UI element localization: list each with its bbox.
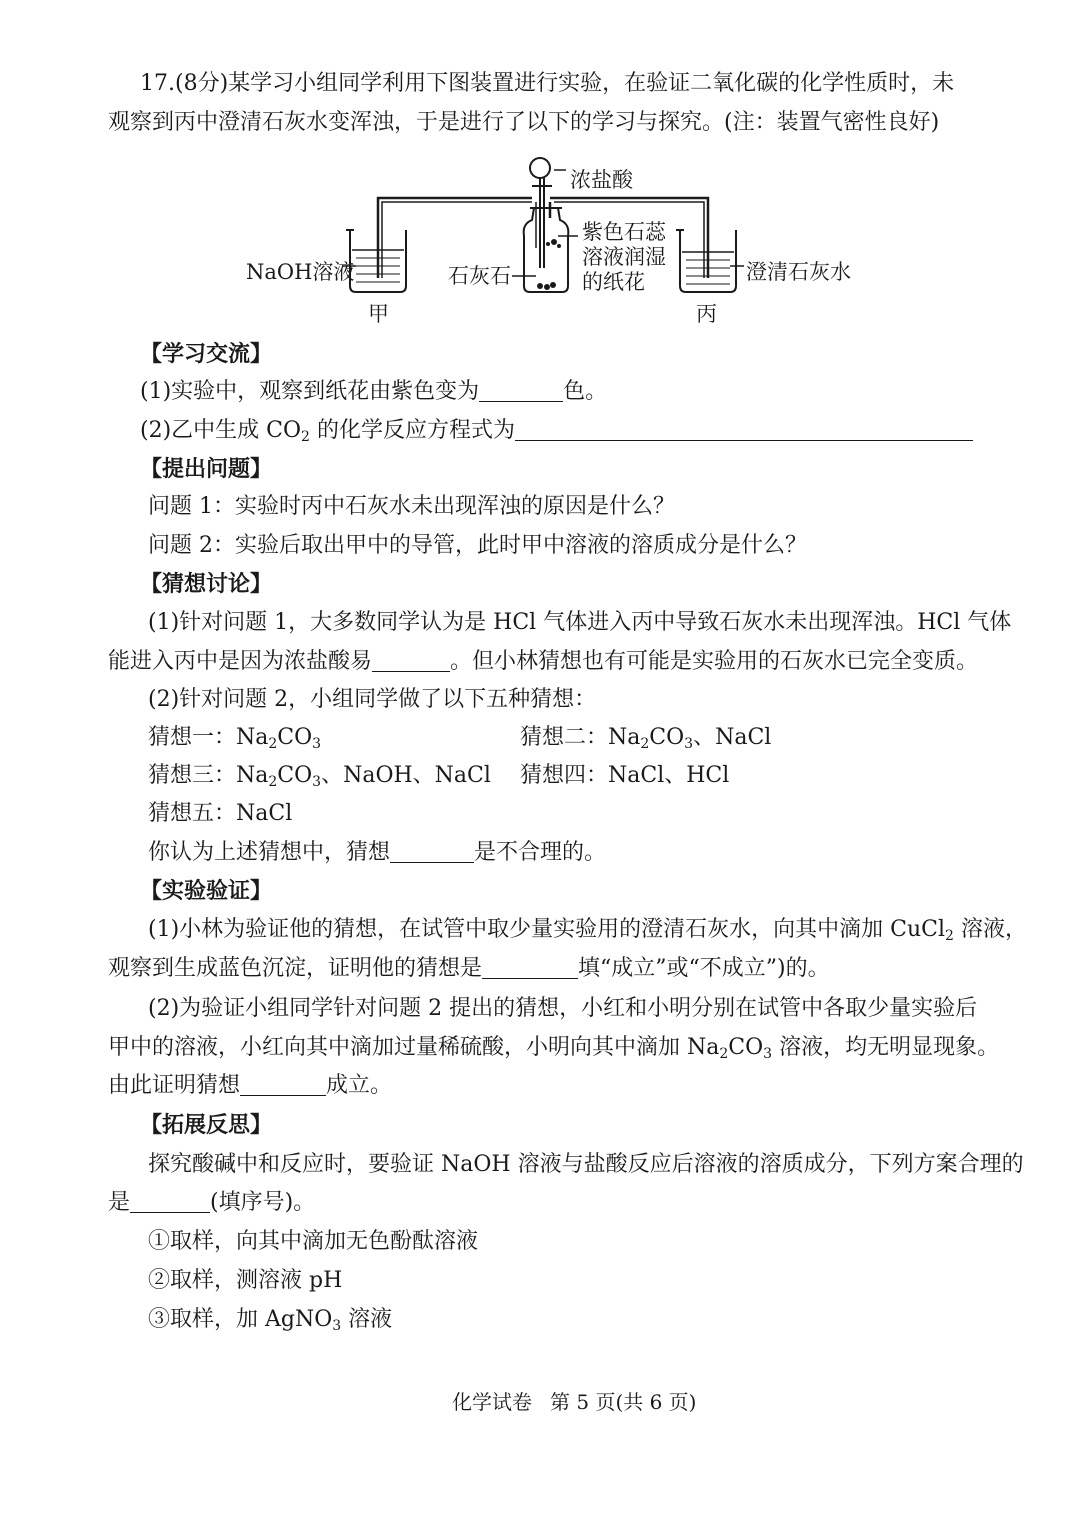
verify-2-line-3 xyxy=(108,1070,392,1102)
reflect-line-2 xyxy=(108,1187,315,1219)
label-beaker-c: 丙 xyxy=(696,302,717,326)
heading-guess: 【猜想讨论】 xyxy=(140,571,273,597)
answer-blank-valid[interactable] xyxy=(482,956,578,979)
problem-1: 问题 1：实验时丙中石灰水未出现浑浊的原因是什么？ xyxy=(148,494,675,519)
answer-blank-option[interactable] xyxy=(130,1190,210,1213)
reflect-line-2-text: 是 xyxy=(108,1190,131,1215)
hypothesis-2 xyxy=(520,722,771,754)
reflect-option-3 xyxy=(148,1304,392,1336)
hypothesis-2-sub: 2 xyxy=(640,736,650,752)
verify-2-sub2: 3 xyxy=(763,1046,773,1062)
label-beaker-a: 甲 xyxy=(368,302,389,326)
study-q2 xyxy=(140,415,973,447)
label-flower-2: 溶液润湿 xyxy=(582,245,666,269)
guess-1-line-1: (1)针对问题 1，大多数同学认为是 HCl 气体进入丙中导致石灰水未出现浑浊。HCl 气体 xyxy=(148,610,1012,635)
reflect-option-3-sub: 3 xyxy=(332,1318,342,1334)
hypothesis-1-sub: 2 xyxy=(268,736,278,752)
hypothesis-4: 猜想四：NaCl、HCl xyxy=(520,763,730,788)
verify-2-line-1: (2)为验证小组同学针对问题 2 提出的猜想，小红和小明分别在试管中各取少量实验后 xyxy=(148,996,978,1021)
label-naoh: NaOH溶液 xyxy=(246,260,355,284)
hypothesis-judge-suffix: 是不合理的。 xyxy=(474,840,607,865)
verify-1-line-2 xyxy=(108,953,830,985)
label-limestone: 石灰石 xyxy=(448,264,511,288)
label-hcl: 浓盐酸 xyxy=(570,168,633,192)
hypothesis-2-co: CO xyxy=(649,725,685,750)
guess-1-line-2 xyxy=(108,646,978,678)
verify-1-line-1 xyxy=(148,914,1027,946)
bottle-b-outline xyxy=(524,208,569,292)
guess-1-line-2-suffix: 。但小林猜想也有可能是实验用的石灰水已完全变质。 xyxy=(450,649,979,674)
answer-blank-property[interactable] xyxy=(372,649,450,672)
limestone-pieces xyxy=(537,282,556,290)
heading-study: 【学习交流】 xyxy=(140,341,273,367)
verify-2-line-2 xyxy=(108,1032,999,1064)
study-q2-suffix: 的化学反应方程式为 xyxy=(309,418,515,443)
verify-1-line-2-text: 观察到生成蓝色沉淀，证明他的猜想是 xyxy=(108,956,483,981)
hypothesis-2-text: 猜想二：Na xyxy=(520,725,641,750)
page-footer xyxy=(452,1388,696,1416)
reflect-line-1: 探究酸碱中和反应时，要验证 NaOH 溶液与盐酸反应后溶液的溶质成分，下列方案合理的 xyxy=(148,1152,1024,1177)
hypothesis-judge xyxy=(148,837,606,869)
answer-blank-hypothesis[interactable] xyxy=(240,1073,326,1096)
hypothesis-2-sub2: 3 xyxy=(684,736,694,752)
hypothesis-3-suffix: 、NaOH、NaCl xyxy=(321,763,491,788)
verify-2-co: CO xyxy=(728,1035,764,1060)
verify-2-sub: 2 xyxy=(719,1046,729,1062)
hypothesis-2-suffix: 、NaCl xyxy=(693,725,772,750)
funnel-bulb xyxy=(530,158,550,178)
question-stem-line-1: 17.(8分)某学习小组同学利用下图装置进行实验，在验证二氧化碳的化学性质时，未 xyxy=(140,71,955,96)
study-q2-text: (2)乙中生成 CO xyxy=(140,418,302,443)
reflect-line-2-suffix: (填序号)。 xyxy=(210,1190,316,1215)
heading-reflect: 【拓展反思】 xyxy=(140,1112,273,1138)
hypothesis-3-co: CO xyxy=(277,763,313,788)
footer-subject: 化学试卷 xyxy=(452,1390,532,1414)
label-flower-1: 紫色石蕊 xyxy=(582,220,666,244)
hypothesis-3-text: 猜想三：Na xyxy=(148,763,269,788)
verify-1-sub: 2 xyxy=(945,928,954,944)
paper-flower xyxy=(546,239,561,248)
hypothesis-judge-text: 你认为上述猜想中，猜想 xyxy=(148,840,391,865)
reflect-option-3-text: ③取样，加 AgNO xyxy=(148,1307,333,1332)
problem-2: 问题 2：实验后取出甲中的导管，此时甲中溶液的溶质成分是什么？ xyxy=(148,533,807,558)
label-flower-3: 的纸花 xyxy=(582,270,645,294)
heading-verify: 【实验验证】 xyxy=(140,878,273,904)
hypothesis-1-sub2: 3 xyxy=(312,736,322,752)
reflect-option-2: ②取样，测溶液 pH xyxy=(148,1268,343,1293)
guess-2-intro: (2)针对问题 2，小组同学做了以下五种猜想： xyxy=(148,687,597,712)
study-q1 xyxy=(140,376,607,408)
apparatus-diagram xyxy=(240,148,880,333)
verify-2-line-3-text: 由此证明猜想 xyxy=(108,1073,241,1098)
verify-1-line-2-suffix: 填“成立”或“不成立”)的。 xyxy=(578,956,830,981)
answer-blank-color[interactable] xyxy=(479,379,563,402)
verify-2-line-2-text: 甲中的溶液，小红向其中滴加过量稀硫酸，小明向其中滴加 Na xyxy=(108,1035,720,1060)
answer-blank-unreasonable[interactable] xyxy=(390,840,474,863)
verify-2-line-2-suffix: 溶液，均无明显现象。 xyxy=(772,1035,1000,1060)
footer-page-number: 第 5 页(共 6 页) xyxy=(550,1390,697,1414)
hypothesis-3-sub2: 3 xyxy=(312,774,322,790)
verify-1-line-1-suffix: 溶液， xyxy=(953,917,1027,942)
hypothesis-3 xyxy=(148,760,491,792)
hypothesis-5: 猜想五：NaCl xyxy=(148,801,293,826)
reflect-option-3-suffix: 溶液 xyxy=(341,1307,393,1332)
apparatus-drawing xyxy=(240,148,880,333)
hypothesis-3-sub: 2 xyxy=(268,774,278,790)
study-q2-subscript: 2 xyxy=(301,429,310,445)
verify-2-line-3-suffix: 成立。 xyxy=(326,1073,393,1098)
question-stem-line-2: 观察到丙中澄清石灰水变浑浊，于是进行了以下的学习与探究。(注：装置气密性良好) xyxy=(108,110,940,135)
study-q1-text: (1)实验中，观察到纸花由紫色变为 xyxy=(140,379,480,404)
label-limewater: 澄清石灰水 xyxy=(746,260,851,284)
hypothesis-1 xyxy=(148,722,321,754)
reflect-option-1: ①取样，向其中滴加无色酚酞溶液 xyxy=(148,1229,479,1254)
hypothesis-1-text: 猜想一：Na xyxy=(148,725,269,750)
study-q1-suffix: 色。 xyxy=(563,379,608,404)
verify-1-line-1-text: (1)小林为验证他的猜想，在试管中取少量实验用的澄清石灰水，向其中滴加 CuCl xyxy=(148,917,946,942)
heading-question: 【提出问题】 xyxy=(140,456,273,482)
guess-1-line-2-text: 能进入丙中是因为浓盐酸易 xyxy=(108,649,373,674)
hypothesis-1-co: CO xyxy=(277,725,313,750)
answer-blank-equation[interactable] xyxy=(515,418,973,441)
